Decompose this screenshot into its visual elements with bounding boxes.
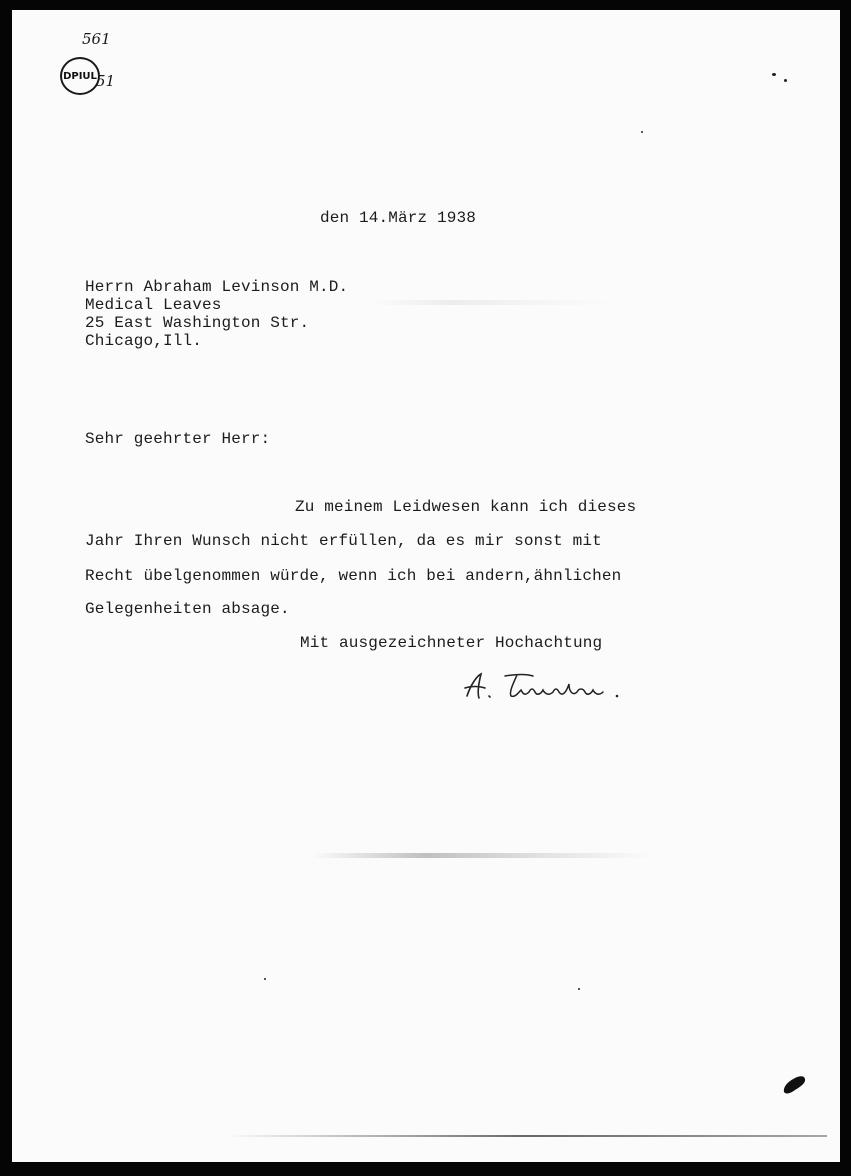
- body-line-4: Gelegenheiten absage.: [85, 600, 290, 618]
- recipient-line-2: Medical Leaves: [85, 296, 222, 314]
- salutation: Sehr geehrter Herr:: [85, 430, 271, 448]
- recipient-line-3: 25 East Washington Str.: [85, 314, 310, 332]
- recipient-line-4: Chicago,Ill.: [85, 332, 203, 350]
- letter-sheet: [12, 10, 840, 1162]
- archive-number-top: 561: [82, 30, 111, 48]
- recipient-line-1: Herrn Abraham Levinson M.D.: [85, 278, 349, 296]
- letter-date: den 14.März 1938: [320, 209, 477, 227]
- ink-speck: [641, 131, 643, 133]
- archive-stamp: DPIUL: [60, 57, 100, 95]
- paper-smudge: [372, 300, 612, 305]
- ink-speck: [578, 988, 580, 990]
- body-line-1: Zu meinem Leidwesen kann ich dieses: [295, 498, 637, 516]
- closing: Mit ausgezeichneter Hochachtung: [300, 634, 603, 652]
- ink-speck: [772, 73, 776, 76]
- ink-speck: [264, 978, 266, 980]
- paper-edge-line: [227, 1135, 827, 1137]
- archive-number-bottom: 51: [96, 72, 116, 90]
- body-line-3: Recht übelgenommen würde, wenn ich bei andern,ähnlichen: [85, 567, 622, 585]
- ink-blot: [781, 1073, 807, 1095]
- paper-smudge: [312, 853, 652, 858]
- handwritten-signature: [457, 666, 627, 708]
- body-line-2: Jahr Ihren Wunsch nicht erfüllen, da es mir sonst mit: [85, 532, 602, 550]
- ink-speck: [784, 79, 787, 82]
